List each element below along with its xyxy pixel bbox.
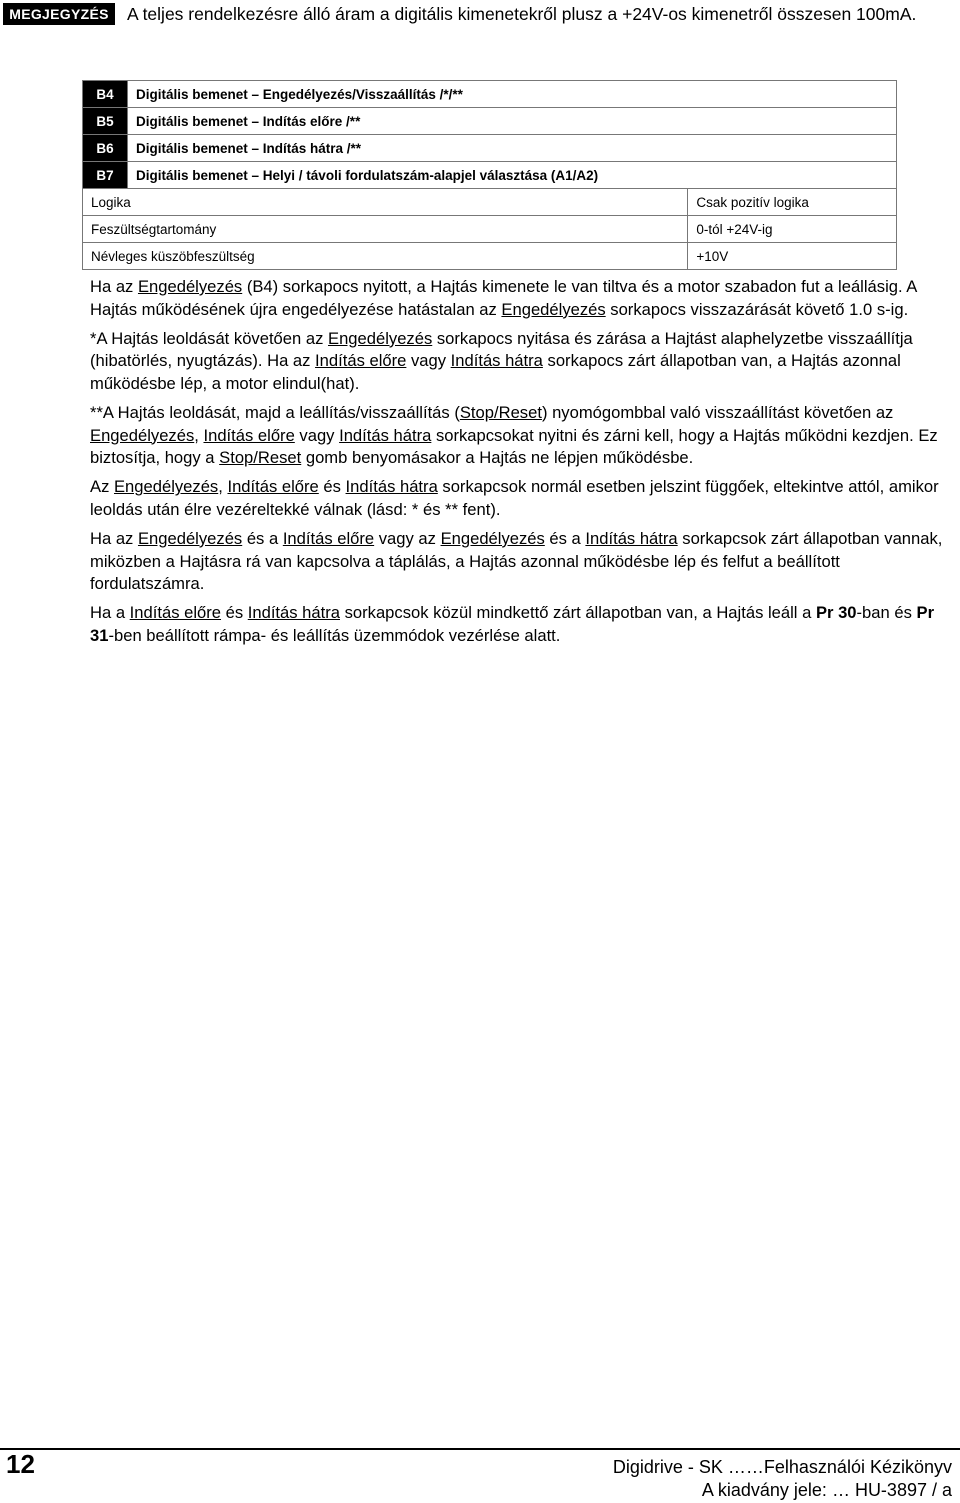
body-text <box>90 276 952 654</box>
ref-stop-reset: Stop/Reset <box>219 448 302 468</box>
table-row <box>83 108 897 135</box>
paragraph-level-sensitive: Az Engedélyezés, Indítás előre és Indítás hátra sorkapcsok normál esetben jelszint függőek, eltekintve attól, amikor leoldás után élre vezéreltekké válnak (lásd: * és ** fent). <box>90 477 939 519</box>
table-row <box>83 216 897 243</box>
ref-enable: Engedélyezés <box>113 477 219 497</box>
terminal-code: B7 <box>83 162 128 189</box>
ref-run-forward: Indítás előre <box>282 528 375 548</box>
param-value: Csak pozitív logika <box>688 189 897 216</box>
ref-run-reverse: Indítás hátra <box>585 528 678 548</box>
footer-divider <box>0 1448 960 1450</box>
footer-issue-code: A kiadvány jele: … HU-3897 / a <box>701 1480 952 1500</box>
page-number: 12 <box>6 1449 35 1479</box>
ref-stop-reset: Stop/Reset <box>459 402 542 422</box>
terminal-description: Digitális bemenet – Engedélyezés/Visszaállítás /*/** <box>128 81 897 108</box>
ref-enable: Engedélyezés <box>440 528 545 548</box>
ref-run-forward: Indítás előre <box>315 351 407 371</box>
terminal-description: Digitális bemenet – Indítás hátra /** <box>128 135 897 162</box>
note-badge: MEGJEGYZÉS <box>3 3 115 25</box>
table-row <box>83 135 897 162</box>
table-row <box>83 162 897 189</box>
terminal-table <box>82 80 897 270</box>
ref-enable: Engedélyezés <box>137 528 243 548</box>
paragraph-both-closed: Ha a Indítás előre és Indítás hátra sorkapcsok közül mindkettő zárt állapotban van, a Hajtás leáll a Pr 30-ban és Pr 31-ben beállított rámpa- és leállítás üzemmódok vezérlése alatt. <box>90 603 935 645</box>
paragraph-reset-note: *A Hajtás leoldását követően az Engedélyezés sorkapocs nyitása és zárása a Hajtást alaphelyzetbe visszaállítja (hibatörlés, nyugtázás). Ha az Indítás előre vagy Indítás hátra sorkapocs zárt állapotban van, a Hajtás azonnal működésbe lép, a motor elindul(hat). <box>90 328 913 393</box>
ref-run-forward: Indítás előre <box>129 603 221 623</box>
paragraph-stop-reset-note: **A Hajtás leoldását, majd a leállítás/visszaállítás (Stop/Reset) nyomógombbal való visszaállítást követően az Engedélyezés, Indítás előre vagy Indítás hátra sorkapcsokat nyitni és zárni kell, hogy a Hajtás működni kezdjen. Ez biztosítja, hogy a Stop/Reset gomb benyomásakor a Hajtás ne lépjen működésbe. <box>90 402 938 468</box>
table-row <box>83 81 897 108</box>
ref-enable: Engedélyezés <box>501 299 606 319</box>
ref-run-forward: Indítás előre <box>203 425 295 445</box>
terminal-description: Digitális bemenet – Indítás előre /** <box>128 108 897 135</box>
param-ref-pr30: Pr 30 <box>815 603 857 623</box>
ref-run-reverse: Indítás hátra <box>339 425 432 445</box>
terminal-code: B6 <box>83 135 128 162</box>
param-value: 0-tól +24V-ig <box>688 216 897 243</box>
ref-run-reverse: Indítás hátra <box>247 603 340 623</box>
param-label: Névleges küszöbfeszültség <box>83 243 688 270</box>
terminal-code: B4 <box>83 81 128 108</box>
param-ref-pr31: Pr 31 <box>90 603 935 645</box>
terminal-code: B5 <box>83 108 128 135</box>
ref-enable: Engedélyezés <box>137 277 243 296</box>
table-row <box>83 189 897 216</box>
param-label: Feszültségtartomány <box>83 216 688 243</box>
param-label: Logika <box>83 189 688 216</box>
ref-run-forward: Indítás előre <box>227 477 319 497</box>
ref-enable: Engedélyezés <box>328 328 433 348</box>
paragraph-enable: Ha az Engedélyezés (B4) sorkapocs nyitott, a Hajtás kimenete le van tiltva és a motor szabadon fut a leállásig. A Hajtás működésének újra engedélyezése hatástalan az Engedélyezés sorkapocs visszazárását követő 1.0 s-ig. <box>90 277 917 319</box>
note-text: A teljes rendelkezésre álló áram a digitális kimenetekről plusz a +24V-os kimenetről összesen 100mA. <box>127 4 917 24</box>
ref-run-reverse: Indítás hátra <box>450 351 543 371</box>
table-row <box>83 243 897 270</box>
paragraph-power-up: Ha az Engedélyezés és a Indítás előre vagy az Engedélyezés és a Indítás hátra sorkapcsok zárt állapotban vannak, miközben a Hajtásra rá van kapcsolva a táplálás, a Hajtás azonnal működésbe lép és felfut a beállított fordulatszámra. <box>90 528 943 594</box>
param-value: +10V <box>688 243 897 270</box>
ref-run-reverse: Indítás hátra <box>345 477 438 497</box>
ref-enable: Engedélyezés <box>90 425 195 445</box>
footer-manual-title: Digidrive - SK ……Felhasználói Kézikönyv <box>612 1457 952 1477</box>
terminal-description: Digitális bemenet – Helyi / távoli fordulatszám-alapjel választása (A1/A2) <box>128 162 897 189</box>
